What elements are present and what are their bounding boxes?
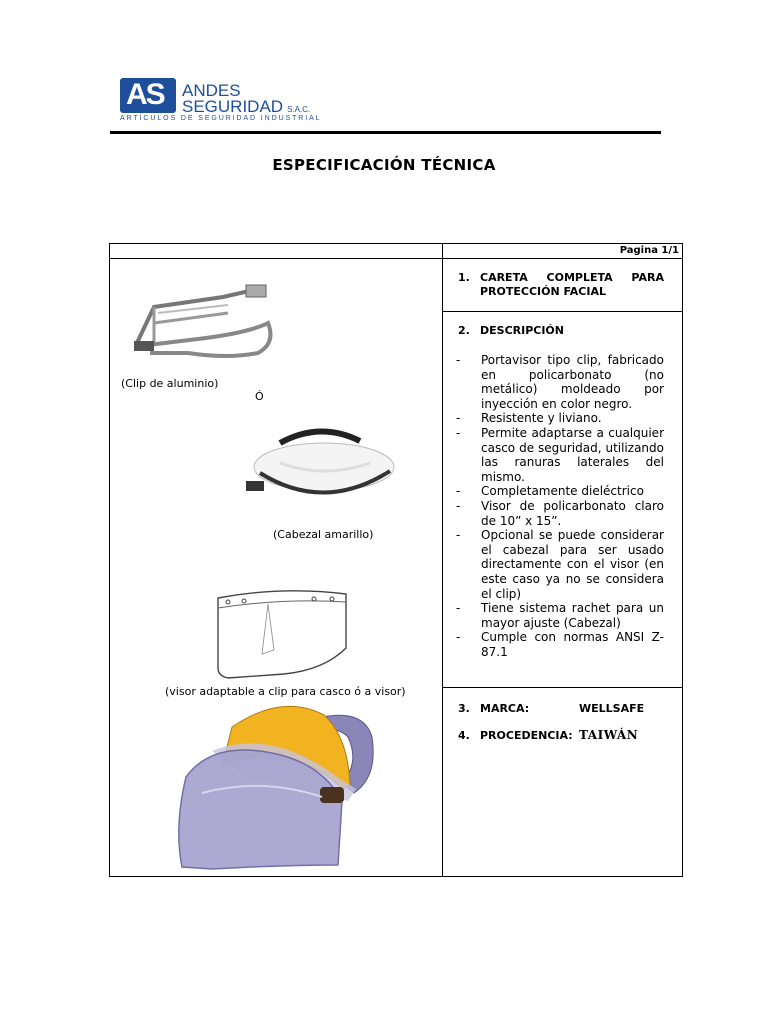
company-tagline: ARTÍCULOS DE SEGURIDAD INDUSTRIAL [120, 115, 322, 122]
company-name-line1: ANDES [182, 81, 241, 100]
brand-label: MARCA: [480, 702, 530, 715]
caption-or: Ó [255, 390, 264, 403]
section-divider-2 [442, 687, 683, 688]
list-item: - Permite adaptarse a cualquier casco de seguridad, utilizando las ranuras laterales del mismo. [456, 425, 664, 484]
headgear-image [240, 423, 400, 503]
origin-label: PROCEDENCIA: [480, 729, 573, 742]
section-number: 2. [458, 324, 470, 337]
company-suffix: S.A.C. [287, 105, 311, 114]
document-title: ESPECIFICACIÓN TÉCNICA [272, 156, 496, 174]
caption-visor: (visor adaptable a clip para casco ó a visor) [165, 685, 406, 698]
product-name-line2: PROTECCIÓN FACIAL [480, 285, 606, 298]
caption-clip: (Clip de aluminio) [121, 377, 219, 390]
list-item: - Resistente y liviano. [456, 411, 602, 426]
table-column-divider [442, 243, 443, 877]
list-item: - Completamente dieléctrico [456, 484, 644, 499]
company-name-line2: SEGURIDAD S.A.C. [182, 97, 311, 116]
description-list [456, 353, 664, 659]
brand-value: WELLSAFE [579, 702, 645, 715]
visor-image [214, 588, 350, 682]
section-divider-1 [442, 311, 683, 312]
origin-value: TAIWÁN [579, 728, 639, 742]
list-item: - Tiene sistema rachet para un mayor ajuste (Cabezal) [456, 601, 664, 630]
logo-mark: AS [120, 78, 176, 113]
list-item: - Cumple con normas ANSI Z-87.1 [456, 630, 664, 659]
list-item: - Visor de policarbonato claro de 10” x 15”. [456, 498, 664, 528]
caption-headgear: (Cabezal amarillo) [273, 528, 374, 541]
list-item: - Opcional se puede considerar el cabezal para ser usado directamente con el visor (en este caso ya no se considera el clip) [456, 528, 664, 601]
list-item: - Portavisor tipo clip, fabricado en policarbonato (no metálico) moldeado por inyección en color negro. [456, 353, 664, 411]
table-header-divider [109, 258, 683, 259]
company-logo [118, 76, 322, 126]
page-number: Pagina 1/1 [619, 245, 679, 256]
face-shield-image [172, 697, 382, 875]
aluminum-clip-image [128, 283, 278, 363]
header-rule [110, 131, 661, 134]
section-number: 1. [458, 271, 470, 284]
